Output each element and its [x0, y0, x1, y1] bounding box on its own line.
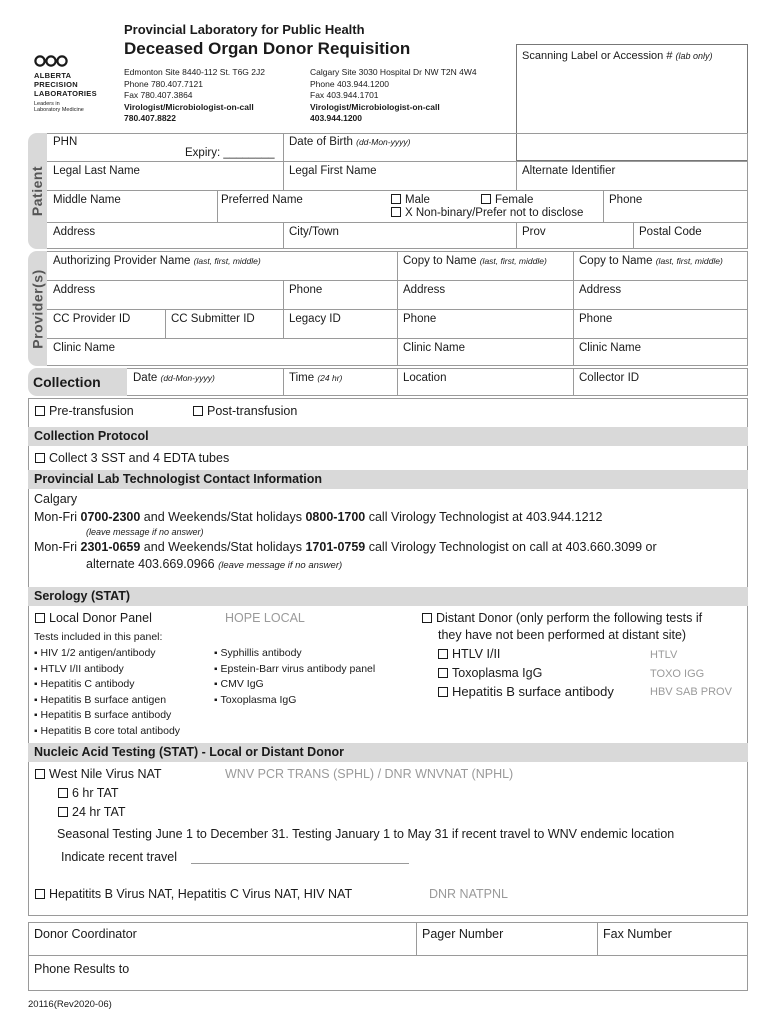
copy-to-format: (last, first, middle): [479, 256, 547, 266]
nonbinary-label: X Non-binary/Prefer not to disclose: [405, 207, 584, 219]
panel-included-label: Tests included in this panel:: [34, 631, 163, 643]
collect-tubes-checkbox[interactable]: [35, 451, 229, 465]
form-title: Deceased Organ Donor Requisition: [124, 39, 411, 58]
tat-6-box[interactable]: [58, 788, 68, 798]
org-title: Provincial Laboratory for Public Health: [124, 22, 365, 37]
phn-field[interactable]: PHN: [53, 136, 78, 148]
distant-test-label: Toxoplasma IgG: [452, 665, 543, 680]
panel-test-item: ▪ Hepatitis B core total antibody: [34, 725, 180, 737]
text: and Weekends/Stat holidays: [140, 540, 306, 554]
provider-phone-field[interactable]: Phone: [289, 284, 323, 296]
distant-donor-checkbox[interactable]: [422, 611, 702, 625]
calgary-phone: Phone 403.944.1200: [310, 78, 389, 89]
copy1-clinic-field[interactable]: Clinic Name: [403, 342, 465, 354]
edmonton-oncall-phone: 780.407.8822: [124, 113, 176, 123]
last-name-field[interactable]: Legal Last Name: [53, 165, 140, 177]
patient-label: Patient: [29, 165, 46, 217]
distant-test-box[interactable]: [438, 668, 448, 678]
edmonton-fax: Fax 780.407.3864: [124, 90, 193, 100]
copy-to-label: Copy to Name: [403, 255, 477, 267]
text: and Weekends/Stat holidays: [140, 510, 306, 524]
wnv-label: West Nile Virus NAT: [49, 767, 162, 781]
female-checkbox[interactable]: [481, 194, 533, 206]
panel-test-item: ▪ Epstein-Barr virus antibody panel: [214, 663, 375, 675]
collection-date-format: (dd-Mon-yyyy): [160, 373, 215, 383]
male-label: Male: [405, 194, 430, 206]
logo-line: PRECISION: [34, 80, 78, 89]
pre-transfusion-checkbox[interactable]: [35, 404, 134, 418]
hours: 2301-0659: [80, 540, 141, 554]
cc-submitter-field[interactable]: CC Submitter ID: [171, 313, 255, 325]
edmonton-site: [124, 67, 265, 125]
note: (leave message if no answer): [218, 560, 343, 571]
copy-to-1-field[interactable]: [403, 255, 547, 267]
edmonton-oncall-label: Virologist/Microbiologist-on-call: [124, 101, 254, 112]
patient-address-field[interactable]: Address: [53, 226, 96, 238]
collection-time-format: (24 hr): [317, 373, 343, 383]
distant-test-checkbox[interactable]: [438, 647, 500, 661]
donor-coordinator-field[interactable]: Donor Coordinator: [34, 927, 137, 941]
auth-provider-field[interactable]: [53, 255, 261, 267]
text: alternate 403.669.0966: [86, 557, 219, 571]
phone-results-field[interactable]: Phone Results to: [34, 962, 130, 976]
hours: 0700-2300: [80, 510, 141, 524]
travel-input-line[interactable]: [191, 863, 409, 864]
dob-label: Date of Birth: [289, 136, 353, 148]
distant-donor-box[interactable]: [422, 613, 432, 623]
tat-24-checkbox[interactable]: [58, 805, 126, 819]
middle-name-field[interactable]: Middle Name: [53, 194, 121, 206]
female-box[interactable]: [481, 194, 491, 204]
clinic-field[interactable]: Clinic Name: [53, 342, 115, 354]
local-donor-checkbox[interactable]: [35, 611, 152, 625]
panel-test-item: ▪ HIV 1/2 antigen/antibody: [34, 647, 156, 659]
hours: 0800-1700: [305, 510, 366, 524]
male-checkbox[interactable]: [391, 194, 430, 206]
collection-protocol-heading: Collection Protocol: [28, 427, 748, 446]
collection-label-cell: [28, 368, 127, 396]
calgary-oncall-phone: 403.944.1200: [310, 113, 362, 123]
copy-to-format: (last, first, middle): [655, 256, 723, 266]
provider-side-label: [28, 251, 47, 366]
distant-test-checkbox[interactable]: [438, 684, 614, 699]
expiry-field[interactable]: Expiry: ________: [185, 147, 275, 159]
edmonton-phone: Phone 780.407.7121: [124, 78, 203, 89]
copy2-phone-field[interactable]: Phone: [579, 313, 613, 325]
panel-test-item: ▪ Toxoplasma IgG: [214, 694, 296, 706]
contact-line-3: [86, 557, 342, 571]
travel-label: Indicate recent travel: [61, 850, 178, 864]
tat-6-label: 6 hr TAT: [72, 786, 119, 800]
collect-tubes-label: Collect 3 SST and 4 EDTA tubes: [49, 451, 230, 465]
serology-heading: Serology (STAT): [28, 587, 748, 606]
tat-24-label: 24 hr TAT: [72, 805, 126, 819]
pager-field[interactable]: Pager Number: [422, 927, 504, 941]
collection-time-field[interactable]: [289, 372, 342, 384]
legacy-id-field[interactable]: Legacy ID: [289, 313, 341, 325]
distant-test-code: HBV SAB PROV: [650, 686, 732, 698]
logo-tagline: Laboratory Medicine: [34, 107, 84, 113]
text: Mon-Fri: [34, 540, 81, 554]
city-field[interactable]: City/Town: [289, 226, 339, 238]
text: Mon-Fri: [34, 510, 81, 524]
edmonton-address: Edmonton Site 8440-112 St. T6G 2J2: [124, 67, 265, 77]
contact-line-2: [34, 540, 657, 554]
hours: 1701-0759: [305, 540, 366, 554]
logo-rings-icon: [34, 54, 70, 68]
dob-format: (dd-Mon-yyyy): [356, 137, 411, 147]
distant-test-code: HTLV: [650, 649, 678, 661]
collector-id-field[interactable]: Collector ID: [579, 372, 640, 384]
distant-test-checkbox[interactable]: [438, 666, 542, 680]
patient-side-label: [28, 133, 47, 249]
combo-nat-checkbox[interactable]: [35, 887, 352, 901]
text: call Virology Technologist at 403.944.1212: [365, 510, 603, 524]
post-transfusion-checkbox[interactable]: [193, 404, 297, 418]
distant-test-code: TOXO IGG: [650, 667, 705, 680]
distant-test-label: Hepatitis B surface antibody: [452, 684, 614, 699]
nonbinary-checkbox[interactable]: [391, 207, 583, 219]
calgary-site: [310, 67, 477, 125]
wnv-box[interactable]: [35, 769, 45, 779]
scanning-label: Scanning Label or Accession #: [522, 50, 673, 62]
post-transfusion-box[interactable]: [193, 406, 203, 416]
calgary-fax: Fax 403.944.1701: [310, 90, 379, 100]
nonbinary-box[interactable]: [391, 207, 401, 217]
distant-test-label: HTLV I/II: [452, 647, 501, 661]
copy1-address-field[interactable]: Address: [403, 284, 446, 296]
local-donor-label: Local Donor Panel: [49, 611, 152, 625]
auth-provider-format: (last, first, middle): [193, 256, 261, 266]
panel-test-item: ▪ HTLV I/II antibody: [34, 663, 124, 675]
logo: [34, 54, 114, 113]
logo-line: ALBERTA: [34, 71, 72, 80]
wnv-code: WNV PCR TRANS (SPHL) / DNR WNVNAT (NPHL): [225, 767, 514, 781]
combo-nat-code: DNR NATPNL: [429, 887, 508, 901]
copy-to-2-field[interactable]: [579, 255, 723, 267]
form-id: 20116(Rev2020-06): [28, 999, 112, 1010]
seasonal-note: Seasonal Testing June 1 to December 31. Testing January 1 to May 31 if recent travel to WNV endemic location: [57, 827, 675, 841]
contact-note-1: (leave message if no answer): [86, 527, 204, 537]
tat-24-box[interactable]: [58, 807, 68, 817]
first-name-field[interactable]: Legal First Name: [289, 165, 377, 177]
collection-label: Collection: [33, 374, 101, 390]
panel-test-item: ▪ Hepatitis B surface antigen: [34, 694, 166, 706]
text: call Virology Technologist on call at 403.660.3099 or: [365, 540, 657, 554]
postal-field[interactable]: Postal Code: [639, 226, 702, 238]
contact-city: Calgary: [34, 492, 78, 506]
calgary-address: Calgary Site 3030 Hospital Dr NW T2N 4W4: [310, 67, 477, 77]
pre-transfusion-label: Pre-transfusion: [49, 404, 134, 418]
scanning-note: (lab only): [675, 51, 713, 61]
copy1-phone-field[interactable]: Phone: [403, 313, 437, 325]
panel-test-item: ▪ Hepatitis B surface antibody: [34, 709, 171, 721]
male-box[interactable]: [391, 194, 401, 204]
preferred-name-field[interactable]: Preferred Name: [221, 194, 303, 206]
post-transfusion-label: Post-transfusion: [207, 404, 298, 418]
provider-label: Provider(s): [29, 268, 46, 349]
panel-test-item: ▪ Hepatitis C antibody: [34, 678, 135, 690]
copy2-address-field[interactable]: Address: [579, 284, 622, 296]
logo-line: LABORATORIES: [34, 89, 97, 98]
distant-donor-note: they have not been performed at distant site): [438, 628, 687, 642]
tat-6-checkbox[interactable]: [58, 786, 119, 800]
local-donor-box[interactable]: [35, 613, 45, 623]
patient-phone-field[interactable]: Phone: [609, 194, 643, 206]
panel-test-item: ▪ CMV IgG: [214, 678, 264, 690]
combo-nat-box[interactable]: [35, 889, 45, 899]
dob-field[interactable]: [289, 136, 410, 148]
provider-address-field[interactable]: Address: [53, 284, 96, 296]
alt-id-field[interactable]: Alternate Identifier: [522, 165, 616, 177]
collection-date-field[interactable]: [133, 372, 215, 384]
cc-provider-field[interactable]: CC Provider ID: [53, 313, 131, 325]
copy2-clinic-field[interactable]: Clinic Name: [579, 342, 641, 354]
female-label: Female: [495, 194, 534, 206]
distant-test-box[interactable]: [438, 687, 448, 697]
distant-test-box[interactable]: [438, 649, 448, 659]
panel-test-item: ▪ Syphillis antibody: [214, 647, 302, 659]
wnv-checkbox[interactable]: [35, 767, 162, 781]
calgary-oncall-label: Virologist/Microbiologist-on-call: [310, 101, 440, 112]
location-field[interactable]: Location: [403, 372, 447, 384]
distant-donor-label: Distant Donor (only perform the following tests if: [436, 611, 703, 625]
collection-date-label: Date: [133, 372, 158, 384]
copy-to-label: Copy to Name: [579, 255, 653, 267]
fax-field[interactable]: Fax Number: [603, 927, 672, 941]
contact-heading: Provincial Lab Technologist Contact Information: [28, 470, 748, 489]
auth-provider-label: Authorizing Provider Name: [53, 255, 191, 267]
prov-field[interactable]: Prov: [522, 226, 546, 238]
logo-tagline: Leaders in: [34, 101, 60, 107]
combo-nat-label: Hepatitits B Virus NAT, Hepatitis C Virus NAT, HIV NAT: [49, 887, 353, 901]
collection-time-label: Time: [289, 372, 315, 384]
local-donor-code: HOPE LOCAL: [225, 611, 305, 625]
contact-line-1: [34, 510, 602, 524]
collect-tubes-box[interactable]: [35, 453, 45, 463]
nat-heading: Nucleic Acid Testing (STAT) - Local or Distant Donor: [28, 743, 748, 762]
pre-transfusion-box[interactable]: [35, 406, 45, 416]
